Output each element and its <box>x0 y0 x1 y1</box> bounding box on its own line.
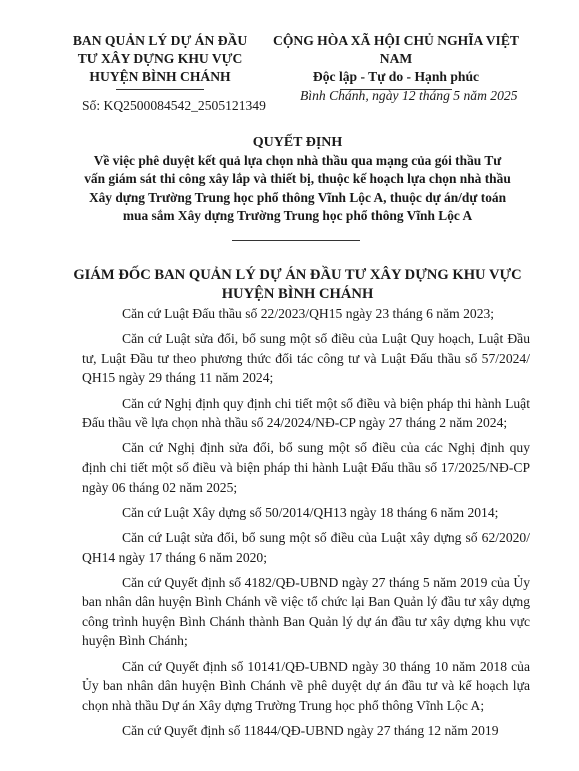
legal-basis-paragraph: Căn cứ Luật sửa đổi, bổ sung một số điều của Luật xây dựng số 62/2020/ QH14 ngày 17 tháng 6 năm 2020; <box>82 529 530 565</box>
legal-basis-paragraph: Căn cứ Quyết định số 4182/QĐ-UBND ngày 27 tháng 5 năm 2019 của Ủy ban nhân dân huyện Bình Chánh về việc tổ chức lại Ban Quản lý đầu tư xây dựng công trình huyện Bình Chánh thành Ban Quản lý dự án đầu tư xây dựng khu vực huyện Bình Chánh; <box>82 574 530 649</box>
document-number: Số: KQ2500084542_2505121349 <box>82 98 266 113</box>
legal-basis-paragraph: Căn cứ Nghị định quy định chi tiết một số điều và biện pháp thi hành Luật Đấu thầu về lựa chọn nhà thầu số 24/2024/NĐ-CP ngày 27 tháng 2 năm 2024; <box>82 395 530 431</box>
legal-basis-paragraph: Căn cứ Luật Xây dựng số 50/2014/QH13 ngày 18 tháng 6 năm 2014; <box>122 504 499 520</box>
agency-line: HUYỆN BÌNH CHÁNH <box>89 69 231 84</box>
document-title: QUYẾT ĐỊNH <box>252 135 343 150</box>
authority-line: GIÁM ĐỐC BAN QUẢN LÝ DỰ ÁN ĐẦU TƯ XÂY DỰNG KHU VỰC <box>73 267 522 283</box>
subject-line: vấn giám sát thi công xây lắp và thiết bị, thuộc kế hoạch lựa chọn nhà thầu <box>84 171 511 187</box>
national-header <box>256 32 536 90</box>
place-date: Bình Chánh, ngày 12 tháng 5 năm 2025 <box>300 88 518 103</box>
legal-basis-paragraph: Căn cứ Luật Đấu thầu số 22/2023/QH15 ngày 23 tháng 6 năm 2023; <box>122 306 495 321</box>
subject-line: Xây dựng Trường Trung học phổ thông Vĩnh Lộc A, thuộc dự án/dự toán <box>88 189 507 205</box>
legal-basis-paragraph: Căn cứ Nghị định sửa đổi, bổ sung một số điều của các Nghị định quy định chi tiết một số điều và biện pháp thi hành Luật Đấu thầu số 17/2025/NĐ-CP ngày 06 tháng 02 năm 2025; <box>82 440 530 495</box>
authority-heading <box>60 266 535 304</box>
document-subject <box>62 152 533 226</box>
authority-line: HUYỆN BÌNH CHÁNH <box>221 286 374 302</box>
agency-line: TƯ XÂY DỰNG KHU VỰC <box>77 51 243 66</box>
legal-basis-paragraph: Căn cứ Luật sửa đổi, bổ sung một số điều của Luật Quy hoạch, Luật Đầu tư, Luật Đầu tư theo phương thức đối tác công tư và Luật Đấu thầu số 57/2024/ QH15 ngày 29 tháng 11 năm 2024; <box>82 331 530 386</box>
subject-underline <box>232 240 360 241</box>
legal-basis <box>82 304 530 746</box>
issuing-agency <box>60 32 260 90</box>
subject-line: Về việc phê duyệt kết quả lựa chọn nhà thầu qua mạng của gói thầu Tư <box>93 153 502 168</box>
legal-basis-paragraph: Căn cứ Quyết định số 10141/QĐ-UBND ngày 30 tháng 10 năm 2018 của Ủy ban nhân dân huyện Bình Chánh về phê duyệt dự án đầu tư và kế hoạch lựa chọn nhà thầu Dự án Xây dựng Trường Trung học phổ thông Vĩnh Lộc A; <box>82 658 530 713</box>
legal-basis-paragraph: Căn cứ Quyết định số 11844/QĐ-UBND ngày 27 tháng 12 năm 2019 <box>122 723 499 739</box>
country-name: CỘNG HÒA XÃ HỘI CHỦ NGHĨA VIỆT NAM <box>273 33 519 66</box>
subject-line: mua sắm Xây dựng Trường Trung học phổ thông Vĩnh Lộc A <box>122 208 473 224</box>
agency-underline <box>116 89 204 90</box>
national-motto: Độc lập - Tự do - Hạnh phúc <box>312 69 480 84</box>
agency-line: BAN QUẢN LÝ DỰ ÁN ĐẦU <box>72 33 248 48</box>
